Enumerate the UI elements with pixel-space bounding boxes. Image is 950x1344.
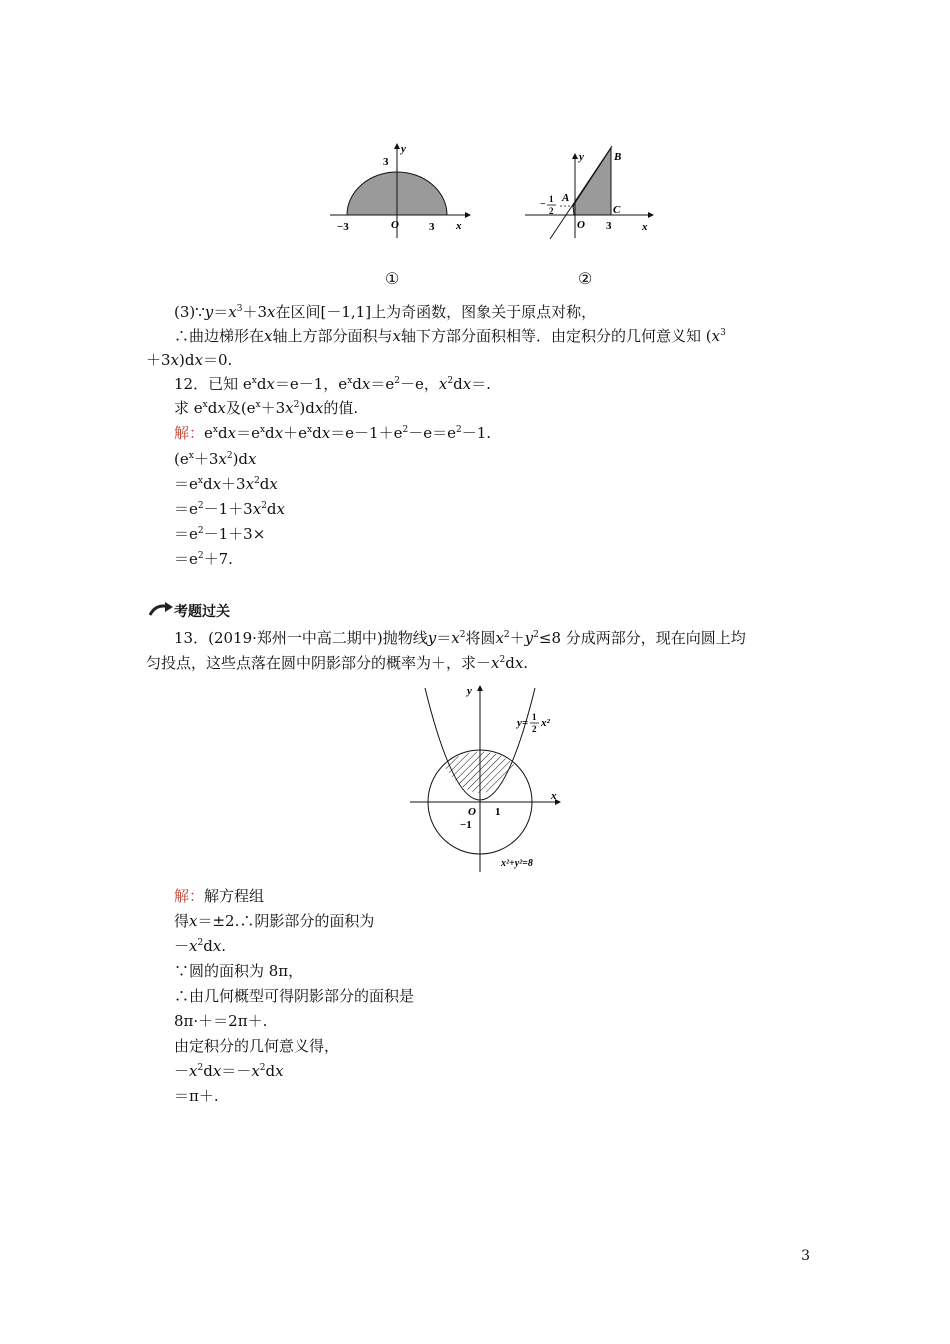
tick-1: 1	[495, 806, 501, 818]
question13-line2: 匀投点，这些点落在圆中阴影部分的概率为＋，求$-x^2dx$.	[146, 654, 529, 672]
solution12-line2: $(e^x+3x^2)dx$	[174, 450, 257, 468]
solution13-line8: $-x^2dx=-x^2dx$	[174, 1062, 284, 1080]
y-label: y	[467, 685, 472, 697]
origin-label: O	[577, 219, 585, 231]
x-label: x	[642, 221, 648, 233]
section-arrow-icon	[148, 601, 174, 619]
question12-ask: 求 $e^xdx$及$(e^x+3x^2)dx$的值.	[174, 399, 359, 417]
y-label: y	[401, 143, 406, 155]
tick-3-top: 3	[383, 156, 389, 168]
x-label: x	[456, 220, 462, 232]
solution13-line9: ＝π＋.	[174, 1087, 219, 1105]
half-numerator: 1	[549, 194, 554, 204]
solution-label: 解：	[174, 424, 205, 442]
solution12-line5: $=e^2-1+3\times$	[174, 525, 266, 543]
tick-neg1: −1	[460, 819, 472, 831]
parabola-label-post: x²	[541, 717, 550, 729]
circle-label: x²+y²=8	[501, 858, 533, 869]
point-b-label: B	[614, 151, 622, 163]
tick-3: 3	[606, 220, 612, 232]
section-title: 考题过关	[174, 604, 230, 620]
solution13-line6: 8π·＋＝2π＋.	[174, 1012, 268, 1030]
item3-line3: ＋3x)dx＝0.	[146, 351, 233, 369]
solution13-line1: 解：解方程组	[174, 887, 265, 905]
solution13-line4: ∵圆的面积为 8π，	[174, 962, 304, 980]
solution12-line6: $=e^2+7$.	[174, 550, 233, 568]
half-denominator: 2	[549, 206, 554, 216]
point-c-label: C	[613, 204, 621, 216]
solution13-line5: ∴由几何概型可得阴影部分的面积是	[174, 987, 415, 1005]
solution13-line2: 得x＝±2.∴阴影部分的面积为	[174, 912, 375, 930]
tick-3-right: 3	[429, 221, 435, 233]
figure-circle-parabola	[405, 682, 565, 874]
x-label: x	[551, 790, 557, 802]
page-number: 3	[801, 1248, 810, 1264]
item3-line2: ∴曲边梯形在x轴上方部分面积与x轴下方部分面积相等．由定积分的几何意义知 ($x^3$	[174, 327, 726, 345]
solution12-line4: $=e^2-1+3x^2dx$	[174, 500, 285, 518]
item3-line1: $(3)\because y=x^3+3x$在区间[－1,1]上为奇函数，图象关于原点对称，	[174, 303, 597, 321]
figure-triangle	[520, 140, 660, 240]
parabola-half-den: 2	[532, 724, 537, 734]
question13-line1: 13．(2019·郑州一中高二期中)抛物线$y=x^2$将圆$x^2+y^2\le 8$ 分成两部分，现在向圆上均	[174, 629, 746, 647]
tick-neg3: −3	[337, 221, 349, 233]
y-label: y	[579, 151, 584, 163]
figure-semicircle	[325, 140, 475, 240]
parabola-label-pre: y=	[517, 717, 529, 729]
figure1-caption: ①	[385, 269, 400, 288]
solution12-line3: $=e^xdx+3x^2dx$	[174, 475, 278, 493]
point-a-label: A	[562, 192, 570, 204]
neg-sign: −	[540, 199, 546, 210]
solution13-line3: $-x^2dx$.	[174, 937, 227, 955]
parabola-half-num: 1	[532, 712, 537, 722]
origin-label: O	[468, 806, 476, 818]
origin-label: O	[391, 219, 399, 231]
question12: 12．已知 $e^xdx=e-1$，$e^xdx=e^2-e$，$x^2dx=$.	[174, 375, 491, 393]
solution-label: 解：	[174, 887, 205, 905]
solution13-line7: 由定积分的几何意义得，	[174, 1037, 340, 1055]
solution12-line1: 解：$e^xdx=e^xdx+e^xdx=e-1+e^2-e=e^2-1$.	[174, 424, 492, 442]
figure2-caption: ②	[578, 269, 593, 288]
